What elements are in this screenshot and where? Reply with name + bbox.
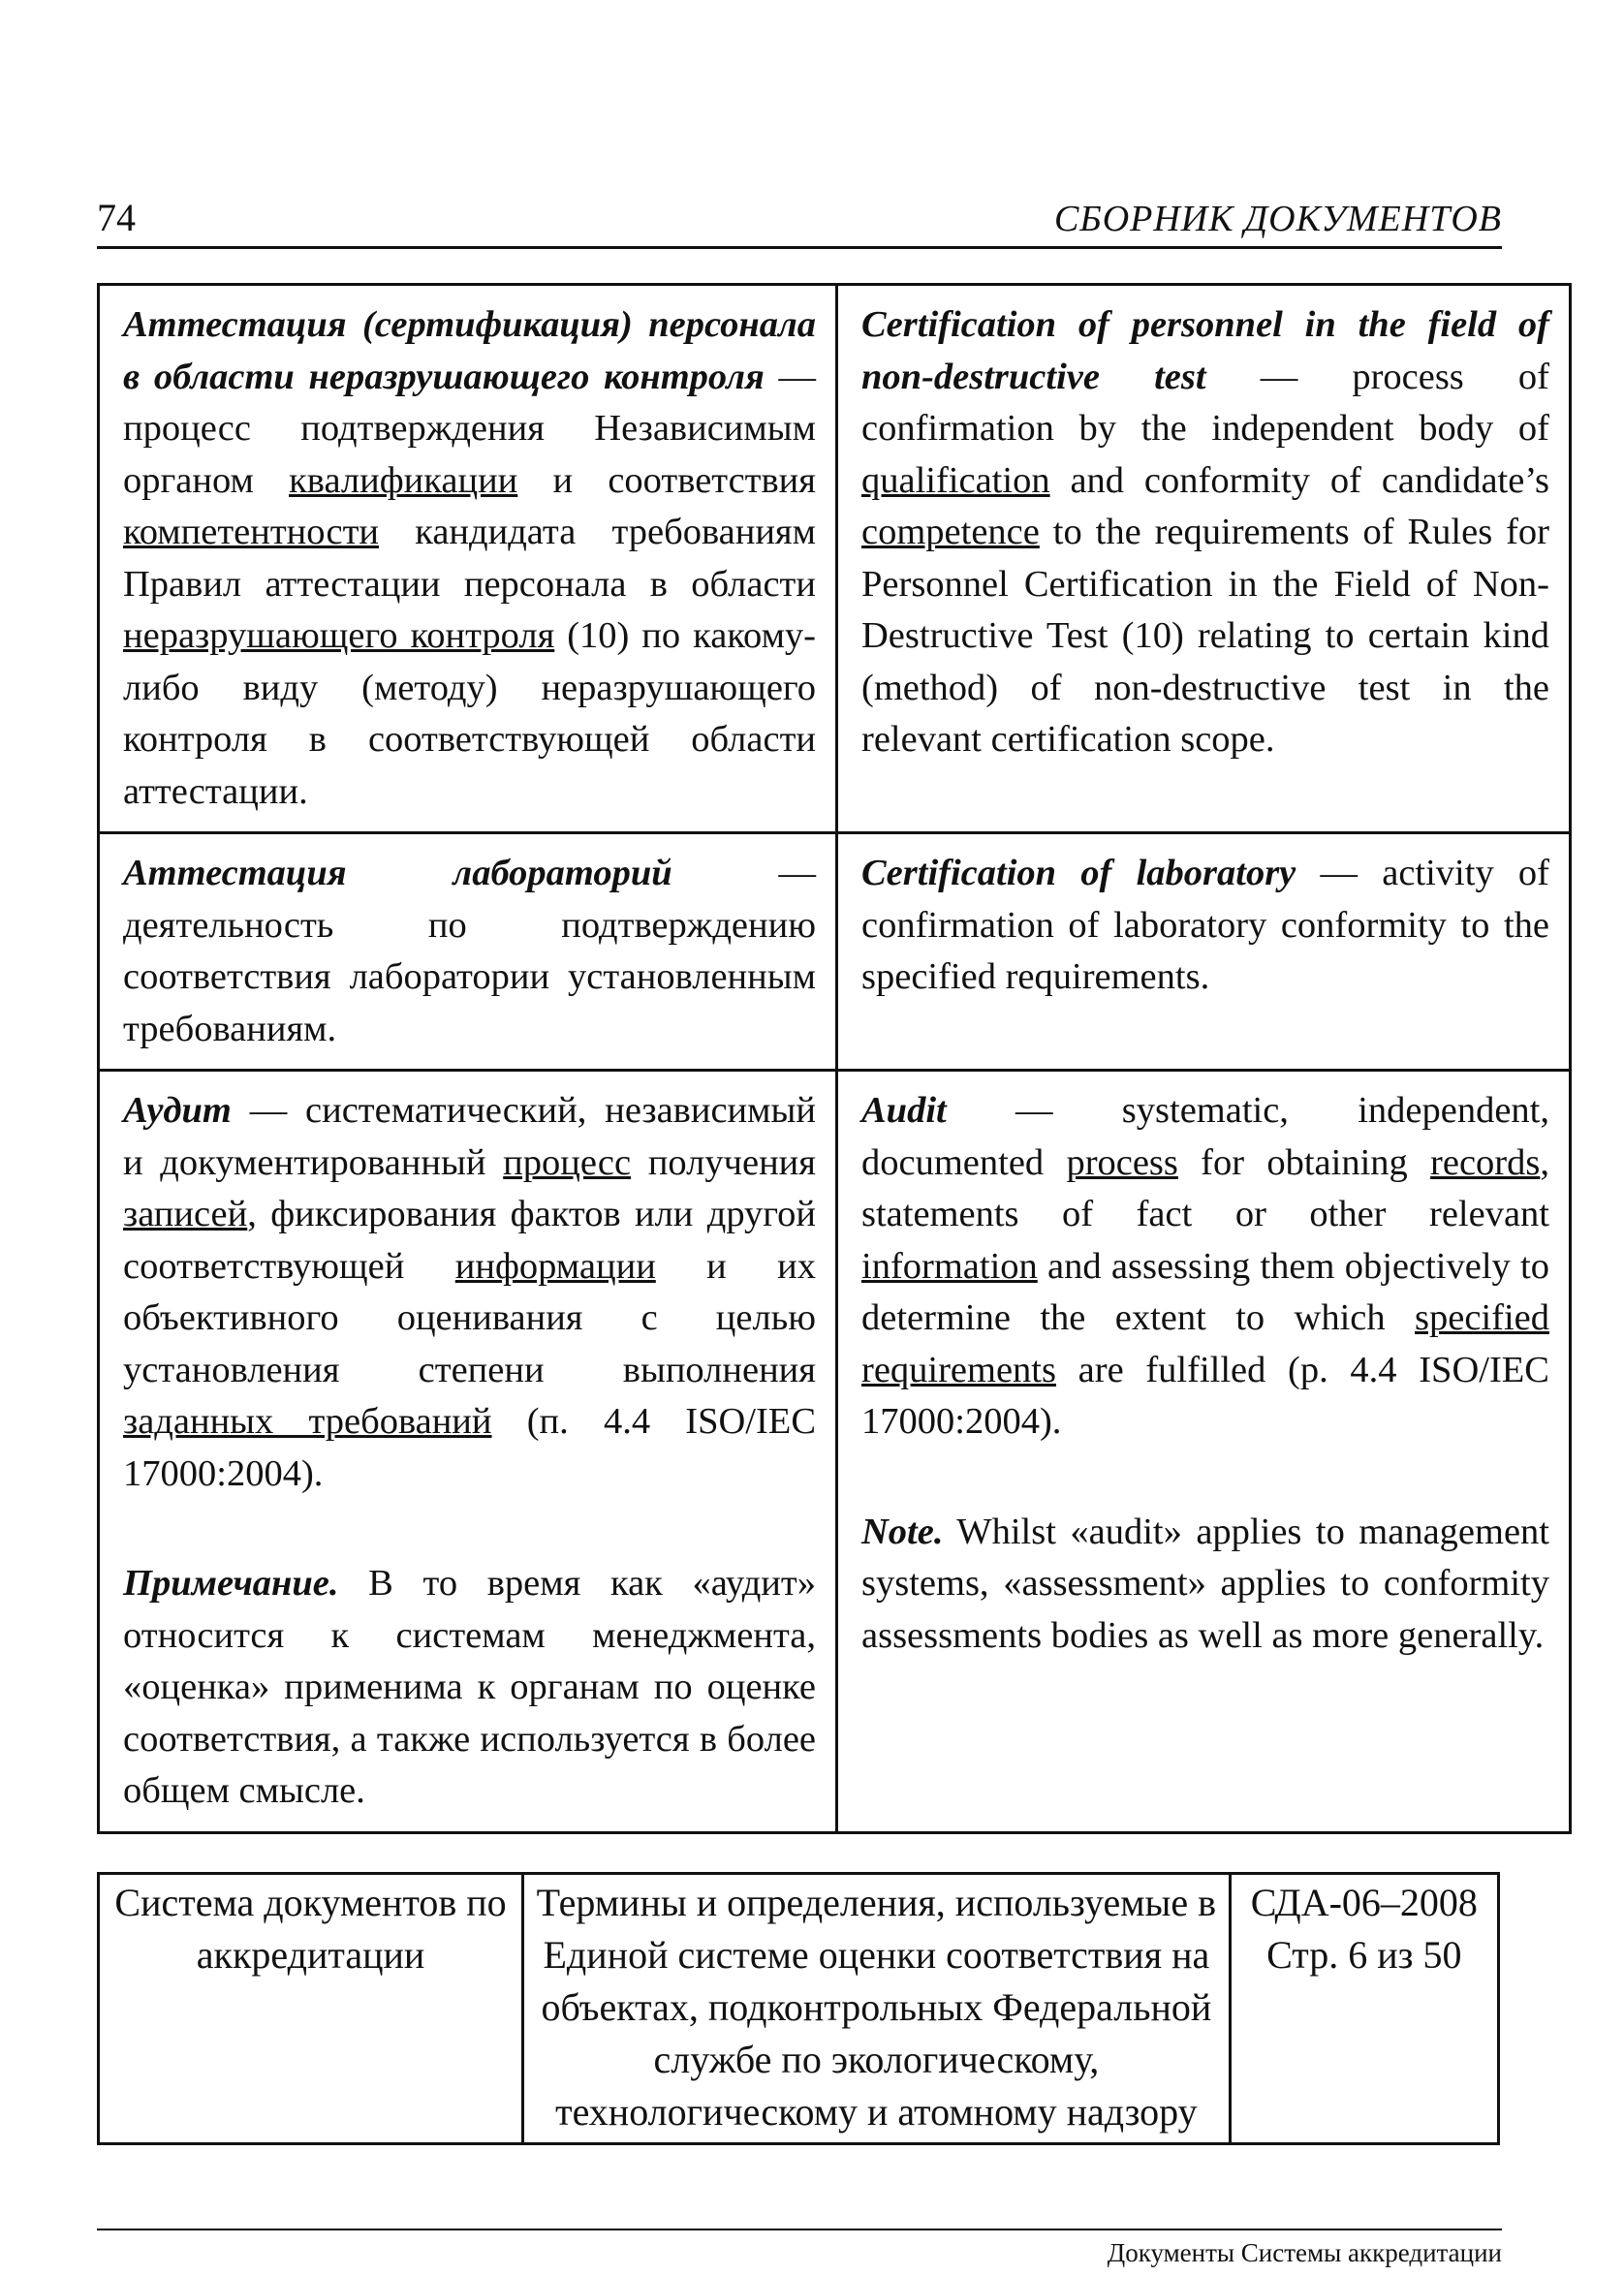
collection-title: СБОРНИК ДОКУМЕНТОВ bbox=[1053, 199, 1502, 239]
definition-text: кандидата требованиям Правил аттестации персонала в области bbox=[123, 512, 816, 605]
term-link[interactable]: компетентности bbox=[123, 512, 379, 552]
definition-text: for obtaining bbox=[1177, 1141, 1431, 1183]
document-info-table bbox=[97, 1872, 1500, 2145]
term-en: Certification of personnel in the field of non-destructive test bbox=[861, 304, 1549, 397]
definition-text: — процесс подтверждения Независимым органом bbox=[123, 356, 816, 501]
glossary-row-audit bbox=[99, 1071, 1571, 1833]
glossary-row-laboratory-certification bbox=[99, 833, 1571, 1071]
definition-text: are fulfilled (p. 4.4 ISO/IEC 17000:2004). bbox=[861, 1349, 1549, 1442]
term-link[interactable]: заданных требований bbox=[123, 1401, 492, 1442]
note-label: Примечание. bbox=[123, 1563, 339, 1604]
term-en: Audit bbox=[861, 1090, 947, 1131]
document-info-row bbox=[99, 1874, 1499, 2144]
term-ru: Аттестация лабораторий bbox=[123, 853, 672, 893]
definition-text: получения bbox=[631, 1141, 816, 1183]
term-ru-cell bbox=[99, 833, 837, 1071]
note-text: Whilst «audit» applies to management systems, «assessment» applies to conformity assessments bodies as well as more generally. bbox=[861, 1511, 1549, 1656]
note-text: В то время как «аудит» относится к системам менеджмента, «оценка» применима к органам по оценке соответствия, а также используется в более общем смысле. bbox=[123, 1563, 816, 1811]
term-link[interactable]: records bbox=[1430, 1141, 1541, 1183]
definition-text: (10) по какому-либо виду (методу) неразрушающего контроля в соответствующей области аттестации. bbox=[123, 615, 817, 812]
note-spacer bbox=[861, 1449, 1549, 1507]
definition-text: — activity of confirmation of laboratory conformity to the specified requirements. bbox=[861, 853, 1549, 997]
note-label: Note. bbox=[861, 1511, 944, 1552]
term-link[interactable]: qualification bbox=[861, 459, 1050, 501]
term-link[interactable]: квалификации bbox=[289, 459, 518, 501]
term-en-cell bbox=[837, 1071, 1571, 1833]
definition-text: — process of confirmation by the independent body of bbox=[861, 356, 1549, 449]
term-link[interactable]: неразрушающего контроля bbox=[123, 615, 555, 656]
term-link[interactable]: записей bbox=[123, 1194, 248, 1234]
definition-text: , statements of fact or other relevant bbox=[861, 1141, 1549, 1234]
term-link[interactable]: process bbox=[1066, 1141, 1178, 1183]
document-code-cell bbox=[1230, 1874, 1498, 2144]
document-code: СДА-06–2008 bbox=[1250, 1881, 1478, 1924]
bottom-rule bbox=[97, 2229, 1502, 2230]
term-link[interactable]: информации bbox=[454, 1245, 656, 1287]
definition-text: и соответствия bbox=[517, 459, 816, 501]
definition-text: — деятельность по подтверждению соответствия лаборатории установленным требованиям. bbox=[123, 853, 816, 1049]
definition-text: — систематический, независимый и документированный bbox=[123, 1090, 816, 1183]
definition-text: and assessing them objectively to determine the extent to which bbox=[861, 1245, 1549, 1338]
term-ru: Аттестация (сертификация) персонала в области неразрушающего контроля bbox=[123, 304, 816, 397]
page-counter: Стр. 6 из 50 bbox=[1266, 1933, 1462, 1977]
term-ru-cell bbox=[99, 1071, 837, 1833]
glossary-table bbox=[97, 283, 1572, 1834]
term-ru-cell bbox=[99, 285, 837, 833]
definition-text: , фиксирования фактов или другой соответствующей bbox=[123, 1194, 816, 1287]
definition-text: и их объективного оценивания с целью установления степени выполнения bbox=[123, 1245, 816, 1390]
footer-caption: Документы Системы аккредитации bbox=[1107, 2238, 1502, 2267]
definition-text: to the requirements of Rules for Personnel Certification in the Field of Non-Destructive Test (10) relating to certain kind (method) of non-destructive test in the relevant certification scope. bbox=[861, 512, 1549, 760]
system-cell: Система документов по аккредитации bbox=[99, 1874, 523, 2144]
page-number: 74 bbox=[97, 196, 136, 239]
note-spacer bbox=[123, 1500, 816, 1558]
term-link[interactable]: information bbox=[861, 1245, 1038, 1287]
term-en-cell bbox=[837, 833, 1571, 1071]
term-link[interactable]: процесс bbox=[503, 1141, 632, 1183]
running-head bbox=[97, 194, 1502, 249]
definition-text: and conformity of candidate’s bbox=[1049, 459, 1549, 501]
glossary-row-personnel-certification bbox=[99, 285, 1571, 833]
definition-text: (п. 4.4 ISO/IEC 17000:2004). bbox=[123, 1401, 816, 1494]
term-en-cell bbox=[837, 285, 1571, 833]
document-title-cell: Термины и определения, используемые в Единой системе оценки соответствия на объектах, подконтрольных Федеральной службе по экологическому, технологическому и атомному надзору bbox=[523, 1874, 1231, 2144]
term-link[interactable]: competence bbox=[861, 512, 1040, 552]
term-ru: Аудит bbox=[123, 1090, 232, 1131]
term-link[interactable]: specified requirements bbox=[861, 1297, 1549, 1390]
definition-text: — systematic, independent, documented bbox=[861, 1090, 1549, 1183]
term-en: Certification of laboratory bbox=[861, 853, 1296, 893]
